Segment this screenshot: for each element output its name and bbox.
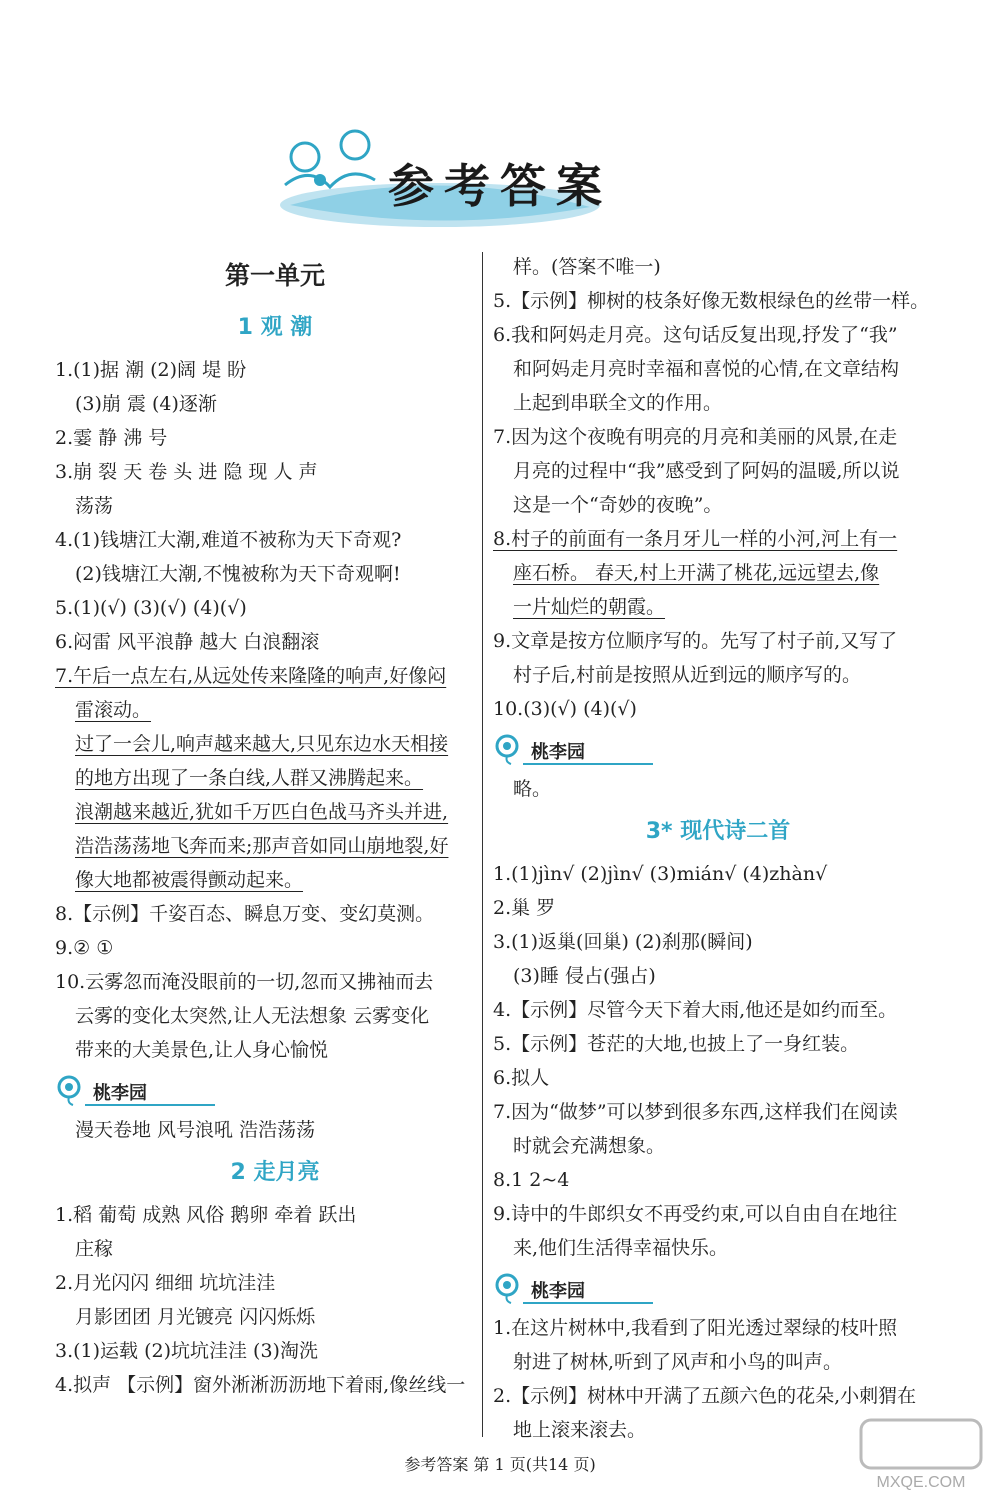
answer-line: 这是一个“奇妙的夜晚”。 (513, 494, 723, 516)
answer-line-underlined: 雷滚动。 (75, 699, 152, 721)
answer-line: 8.1 2~4 (493, 1169, 570, 1191)
answer-line: 9.② ① (55, 937, 114, 959)
taoliyuan-label: 桃李园 (531, 742, 585, 763)
answer-line: 3.(1)返巢(回巢) (2)刹那(瞬间) (493, 931, 753, 953)
taoliyuan-underline (85, 1104, 215, 1106)
answer-line: 1.在这片树林中,我看到了阳光透过翠绿的枝叶照 (493, 1317, 898, 1339)
answer-line: 5.(1)(√) (3)(√) (4)(√) (55, 597, 247, 619)
answer-line: 云雾的变化太突然,让人无法想象 云雾变化 (75, 1005, 430, 1027)
flower-icon (55, 1073, 87, 1107)
right-column (493, 250, 943, 1447)
answer-line: 2.【示例】树林中开满了五颜六色的花朵,小刺猬在 (493, 1385, 917, 1407)
answer-line: 地上滚来滚去。 (513, 1419, 647, 1441)
answer-line: 9.诗中的牛郎织女不再受约束,可以自由自在地往 (493, 1203, 898, 1225)
answer-line: 略。 (513, 778, 552, 800)
answer-line: 6.我和阿妈走月亮。这句话反复出现,抒发了“我” (493, 324, 898, 346)
taoliyuan-section (493, 730, 943, 772)
answer-line-underlined: 7.午后一点左右,从远处传来隆隆的响声,好像闷 (55, 665, 447, 687)
answer-line: 10.(3)(√) (4)(√) (493, 698, 637, 720)
flower-icon (493, 1271, 525, 1305)
answer-line: 带来的大美景色,让人身心愉悦 (75, 1039, 329, 1061)
flower-icon (493, 732, 525, 766)
answer-line: 来,他们生活得幸福快乐。 (513, 1237, 729, 1259)
answer-line: 上起到串联全文的作用。 (513, 392, 723, 414)
answer-line: 荡荡 (75, 495, 114, 517)
answer-line: 村子后,村前是按照从近到远的顺序写的。 (513, 664, 862, 686)
answer-line: 4.拟声 【示例】窗外淅淅沥沥地下着雨,像丝线一 (55, 1374, 466, 1396)
lesson-heading-2: 2 走月亮 (230, 1160, 320, 1185)
answer-line: 6.拟人 (493, 1067, 550, 1089)
answer-line: 10.云雾忽而淹没眼前的一切,忽而又拂袖而去 (55, 971, 434, 993)
answer-line: 庄稼 (75, 1238, 114, 1260)
answer-line-underlined: 浩浩荡荡地飞奔而来;那声音如同山崩地裂,好 (75, 835, 449, 857)
answer-line: (3)睡 侵占(强占) (513, 965, 656, 987)
answer-line: 5.【示例】柳树的枝条好像无数根绿色的丝带一样。 (493, 290, 930, 312)
answer-line: 漫天卷地 风号浪吼 浩浩荡荡 (75, 1119, 316, 1141)
answer-line: 1.(1)据 潮 (2)阔 堤 盼 (55, 359, 247, 381)
answer-line: 4.【示例】尽管今天下着大雨,他还是如约而至。 (493, 999, 898, 1021)
page-title: 参考答案 (388, 159, 612, 213)
taoliyuan-section (55, 1071, 495, 1113)
answer-line: 样。(答案不唯一) (513, 256, 661, 278)
answer-line: 月亮的过程中“我”感受到了阿妈的温暖,所以说 (513, 460, 900, 482)
answer-line-underlined: 浪潮越来越近,犹如千万匹白色战马齐头并进, (75, 801, 449, 823)
answer-line-underlined: 8.村子的前面有一条月牙儿一样的小河,河上有一 (493, 528, 898, 550)
answer-line: (3)崩 震 (4)逐渐 (75, 393, 217, 415)
answer-line: 7.因为这个夜晚有明亮的月亮和美丽的风景,在走 (493, 426, 898, 448)
answer-line-underlined: 的地方出现了一条白线,人群又沸腾起来。 (75, 767, 424, 789)
answer-line: 1.(1)jìn√ (2)jìn√ (3)mián√ (4)zhàn√ (493, 863, 828, 885)
answer-line: 时就会充满想象。 (513, 1135, 666, 1157)
answer-line-underlined: 过了一会儿,响声越来越大,只见东边水天相接 (75, 733, 449, 755)
answer-line: 和阿妈走月亮时幸福和喜悦的心情,在文章结构 (513, 358, 900, 380)
answer-line: 9.文章是按方位顺序写的。先写了村子前,又写了 (493, 630, 898, 652)
answer-line: 2.月光闪闪 细细 坑坑洼洼 (55, 1272, 276, 1294)
answer-line: 射进了树林,听到了风声和小鸟的叫声。 (513, 1351, 843, 1373)
answer-line: 2.霎 静 沸 号 (55, 427, 168, 449)
watermark-logo (856, 1415, 986, 1495)
taoliyuan-section (493, 1269, 943, 1311)
page-footer: 参考答案 第 1 页(共14 页) (404, 1455, 596, 1474)
answer-line: 8.【示例】千姿百态、瞬息万变、变幻莫测。 (55, 903, 435, 925)
lesson-heading-1: 1 观 潮 (237, 315, 313, 340)
taoliyuan-label: 桃李园 (93, 1083, 147, 1104)
left-column (55, 250, 495, 1402)
answer-line: (2)钱塘江大潮,不愧被称为天下奇观啊! (75, 563, 401, 585)
watermark-text: MXQE.COM (876, 1474, 966, 1491)
answer-line: 1.稻 葡萄 成熟 风俗 鹅卵 牵着 跃出 (55, 1204, 357, 1226)
taoliyuan-underline (523, 763, 653, 765)
answer-line: 4.(1)钱塘江大潮,难道不被称为天下奇观? (55, 529, 402, 551)
answer-line: 3.崩 裂 天 卷 头 进 隐 现 人 声 (55, 461, 318, 483)
answer-line: 5.【示例】苍茫的大地,也披上了一身红装。 (493, 1033, 860, 1055)
answer-line-underlined: 一片灿烂的朝霞。 (513, 596, 666, 618)
answer-line: 2.巢 罗 (493, 897, 556, 919)
answer-line: 3.(1)运载 (2)坑坑洼洼 (3)淘洗 (55, 1340, 318, 1362)
unit-heading: 第一单元 (224, 261, 325, 290)
answer-line-underlined: 座石桥。 春天,村上开满了桃花,远远望去,像 (513, 562, 880, 584)
answer-line: 6.闷雷 风平浪静 越大 白浪翻滚 (55, 631, 320, 653)
lesson-heading-3: 3* 现代诗二首 (645, 819, 791, 844)
taoliyuan-label: 桃李园 (531, 1281, 585, 1302)
answer-line: 月影团团 月光镀亮 闪闪烁烁 (75, 1306, 316, 1328)
taoliyuan-underline (523, 1302, 653, 1304)
answer-line-underlined: 像大地都被震得颤动起来。 (75, 869, 304, 891)
answer-line: 7.因为“做梦”可以梦到很多东西,这样我们在阅读 (493, 1101, 898, 1123)
